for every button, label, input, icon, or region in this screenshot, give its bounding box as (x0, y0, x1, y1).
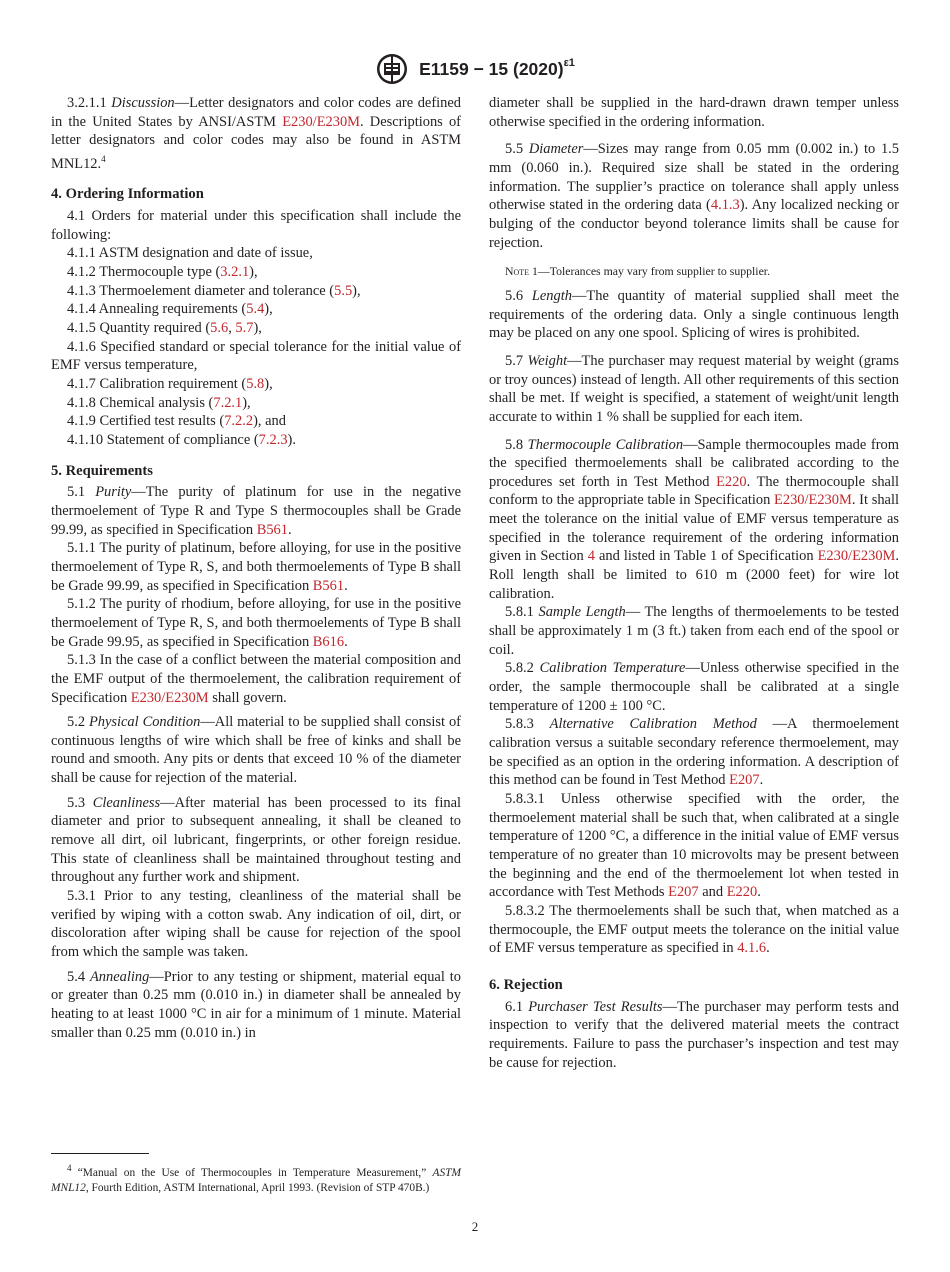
paragraph-5-8: 5.8 Thermocouple Calibration—Sample thermocouples made from the specified thermoelements shall be calibrated according to the procedures set forth in Test Method E220. The thermocouple shall conform to the appropriate table in Specification E230/E230M. It shall meet the tolerance on the initial value of EMF versus temperature as specified in the tolerance requirement of the ordering information given in Section 4 and listed in Table 1 of Specification E230/E230M. Roll length shall be limited to 610 m (2000 feet) for wire lot calibration. (489, 436, 899, 602)
page-number: 2 (471, 1219, 479, 1234)
paragraph-3-2-1-1: 3.2.1.1 Discussion—Letter designators and color codes are defined in the United States by ANSI/ASTM E230/E230M. Descriptions of letter designators and color codes may also be found in ASTM MNL12.$^4$ (51, 95, 462, 172)
link-e220[interactable]: E220 (716, 473, 747, 490)
paragraph-5-8-1: 5.8.1 Sample Length— The lengths of thermoelements to be tested shall be approximately 1 m (3 ft.) taken from each end of the spool or coil. (489, 604, 900, 658)
footnote-4: $^4$ “Manual on the Use of Thermocouples in Temperature Measurement,” ASTM MNL12, Fourth Edition, ASTM International, April 1993. (Revision of STP 470B.) (51, 1163, 461, 1195)
link-e207[interactable]: E207 (668, 884, 699, 901)
section-link[interactable]: 4.1.6 (737, 940, 767, 957)
list-item: 4.1.8 Chemical analysis (7.2.1), (67, 394, 251, 411)
section-link[interactable]: 5.7 (235, 320, 254, 337)
section-link[interactable]: 5.5 (334, 282, 353, 299)
link-e230[interactable]: E230/E230M (130, 689, 209, 706)
section-link[interactable]: 7.2.3 (258, 431, 288, 448)
paragraph-5-4-continued: diameter shall be supplied in the hard-drawn drawn temper unless otherwise specified in the ordering information. (489, 95, 899, 130)
section-link[interactable]: 7.2.2 (224, 413, 254, 430)
list-item: 4.1.6 Specified standard or special tolerance for the initial value of EMF versus temperature, (51, 338, 461, 374)
link-e230[interactable]: E230/E230M (817, 548, 896, 565)
link-e230[interactable]: E230/E230M (282, 113, 361, 130)
list-item: 4.1.3 Thermoelement diameter and tolerance (5.5), (67, 282, 361, 299)
note-1: Note 1—Tolerances may vary from supplier to supplier. (505, 264, 771, 279)
section-link[interactable]: 4 (587, 548, 595, 565)
section-heading-6: 6. Rejection (489, 976, 563, 993)
paragraph-6-1: 6.1 Purchaser Test Results—The purchaser may perform tests and inspection to verify that the delivered material meets the contract requirements. Failure to pass the purchaser’s inspection and test may be cause for rejection. (489, 998, 900, 1071)
footnote-ref: 4 (101, 153, 106, 164)
section-link[interactable]: 5.6 (210, 320, 229, 337)
section-heading-5: 5. Requirements (51, 462, 153, 479)
paragraph-5-6: 5.6 Length—The quantity of material supplied shall meet the requirements of the ordering data. Only a single continuous length may be placed on any one spool. Splicing of wires is prohibited. (489, 287, 899, 342)
list-item: 4.1.4 Annealing requirements (5.4), (67, 301, 273, 318)
astm-logo-icon (375, 52, 409, 86)
list-item: 4.1.2 Thermocouple type (3.2.1), (67, 264, 258, 281)
link-e230[interactable]: E230/E230M (774, 492, 852, 509)
paragraph-5-8-2: 5.8.2 Calibration Temperature—Unless otherwise specified in the order, the sample thermocouple shall be calibrated at a single temperature of 1200 ± 100 °C. (489, 660, 900, 714)
paragraph-5-8-3-1: 5.8.3.1 Unless otherwise specified with the order, the thermoelement material shall be such that, when calibrated at a single temperature of 1200 °C, a difference in the initial value of EMF versus temperature of no greater than 10 microvolts may be present between the beginning and the end of the thermoelement lot when tested in accordance with Test Methods E207 and E220. (489, 790, 899, 901)
list-item: 4.1.7 Calibration requirement (5.8), (67, 376, 273, 392)
paragraph-5-7: 5.7 Weight—The purchaser may request material by weight (grams or troy ounces) instead of length. All other requirements of this section shall be met. If weight is specified, a statement of weight/unit length accurate to within 1 % shall be supplied for each item. (489, 352, 899, 425)
paragraph-5-4: 5.4 Annealing—Prior to any testing or shipment, material equal to or greater than 0.25 mm (0.010 in.) in diameter shall be annealed by heating to at least 1000 °C in air for a minimum of 1 minute. Material smaller than 0.25 mm (0.010 in.) in (51, 968, 462, 1041)
page-header (0, 52, 950, 86)
paragraph-5-3-1: 5.3.1 Prior to any testing, cleanliness of the material shall be verified by wiping with a cotton swab. Any indication of oil, dirt, or discoloration after wiping shall be cause for rejection of the spool from which the sample was taken. (51, 888, 461, 961)
paragraph-5-8-3: 5.8.3 Alternative Calibration Method —A thermoelement calibration versus a suitable secondary reference thermoelement, may be specified as an option in the ordering information. A description of this method can be found in Test Method E207. (489, 716, 899, 789)
section-link[interactable]: 5.4 (246, 301, 265, 318)
right-column (489, 94, 899, 1072)
paragraph-5-2: 5.2 Physical Condition—All material to be supplied shall consist of continuous lengths of wire which shall be free of kinks and shall be round and smooth. Any pits or dents that exceed 10 % of the diameter shall be cause for rejection of the material. (51, 714, 461, 787)
link-b616[interactable]: B616 (312, 633, 345, 650)
section-heading-4: 4. Ordering Information (51, 186, 204, 203)
paragraph-5-1-2: 5.1.2 The purity of rhodium, before alloying, for use in the positive thermoelement of Type R, S, and both thermoelements of Type B shall be Grade 99.95, as specified in Specification B616. (51, 596, 461, 650)
section-link[interactable]: 5.8 (246, 376, 265, 392)
paragraph-5-1-3: 5.1.3 In the case of a conflict between the material composition and the EMF output of the thermoelement, the calibration requirement of Specification E230/E230M shall govern. (51, 652, 461, 706)
paragraph-5-3: 5.3 Cleanliness—After material has been processed to its final diameter and prior to subsequent annealing, it shall be cleaned to remove all dirt, oil lubricant, fingerprints, or other foreign residue. This state of cleanliness shall be maintained throughout testing and throughout any further work and shipment. (51, 794, 461, 886)
link-b561[interactable]: B561 (256, 521, 288, 538)
left-column (51, 94, 461, 1042)
link-e207[interactable]: E207 (729, 772, 760, 789)
list-item: 4.1.5 Quantity required (5.6, 5.7), (67, 320, 262, 337)
footnote-divider (51, 1153, 149, 1154)
paragraph-5-5: 5.5 Diameter—Sizes may range from 0.05 mm (0.002 in.) to 1.5 mm (0.060 in.). Required size shall be stated in the ordering information. The supplier’s practice on tolerance shall apply unless otherwise stated in the ordering data (4.1.3). Any localized necking or bulging of the conductor beyond tolerance limits shall be cause for rejection. (489, 141, 900, 251)
ordering-list (51, 244, 461, 449)
link-b561[interactable]: B561 (312, 577, 345, 594)
section-link[interactable]: 4.1.3 (710, 197, 740, 214)
list-item: 4.1.9 Certified test results (7.2.2), and (67, 413, 286, 430)
section-link[interactable]: 3.2.1 (220, 264, 250, 281)
paragraph-5-8-3-2: 5.8.3.2 The thermoelements shall be such that, when matched as a thermocouple, the EMF output meets the tolerance on the initial value of EMF versus temperature as specified in 4.1.6. (489, 902, 899, 957)
paragraph-5-1-1: 5.1.1 The purity of platinum, before alloying, for use in the positive thermoelement of Type R, S, and both thermoelements of Type B shall be Grade 99.99, as specified in Specification B561. (51, 540, 461, 594)
list-item: 4.1.10 Statement of compliance (7.2.3). (67, 431, 296, 448)
link-e220[interactable]: E220 (726, 884, 758, 901)
section-link[interactable]: 7.2.1 (213, 394, 243, 411)
paragraph-5-1: 5.1 Purity—The purity of platinum for use in the negative thermoelement of Type R and Type S thermocouples shall be Grade 99.99, as specified in Specification B561. (51, 484, 462, 538)
paragraph-4-1: 4.1 Orders for material under this specification shall include the following: (51, 208, 461, 243)
list-item: 4.1.1 ASTM designation and date of issue, (67, 245, 313, 262)
document-designation: E1159 − 15 $(2020)^{\varepsilon 1}$ (419, 56, 575, 79)
